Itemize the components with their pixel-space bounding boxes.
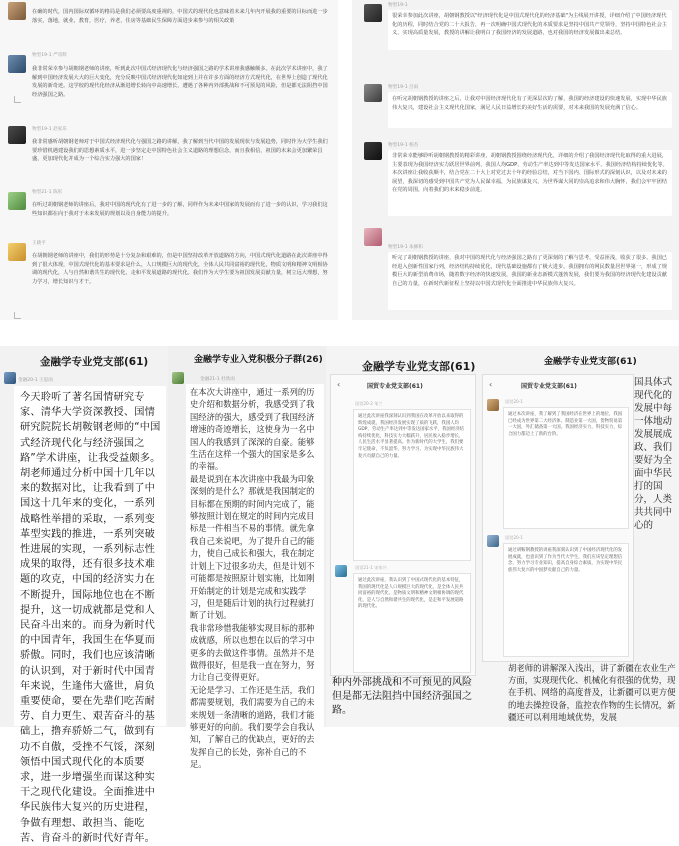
avatar[interactable] bbox=[172, 372, 184, 384]
phone-title: 国贸专业党支部(61) bbox=[521, 383, 577, 390]
avatar[interactable] bbox=[8, 126, 26, 144]
chat-message: 非常荣幸能够聆听胡朝钢教授的精彩讲座，胡朝钢教授围绕经济现代化，详细的介绍了我国经济现代化取得的重大进展，主要表现为我国经济实力跃居世界前列，我国人均GDP，劳动生产率达到中等发达国家水平，我国经济结构持续优化等。本次讲座让我收获颇丰，结合党在二十大上对党过去十年的经验总结，对当下国内、国际形式的深刻认识，以及对未来的展望，我深切的感受到中国共产党为人民谋幸福，为民族谋复兴，为世界谋大同的崇高追求和伟大胸怀，我们会牢牢团结在党的周围，向着我们的未来稳步前进。 bbox=[392, 153, 668, 194]
group-title: 金融学专业党支部(61) bbox=[40, 356, 149, 368]
avatar[interactable] bbox=[8, 192, 26, 210]
top-right-chat-panel bbox=[352, 0, 679, 320]
background-chat-text: 国具体式现代化的发展中每一体地动发展展成政、我们要好为全面中华民打的国分，人类共共同中心的 bbox=[634, 377, 673, 531]
bottom-right-collage bbox=[326, 346, 679, 727]
chat-message: 听完了胡朝钢教授的讲座，我对中国的现代化与经济强国之路有了更深刻的了解与思考，受益匪浅，收获了很多。我国已经进入创新性国家行列，经济结构持续优化，现代基础设施都有了极大进步。我国拥有的网民数量居世界第一，形成了规模巨大的新型消费市场，随着数字经济的快速发展，我国的新业态新模式蓬勃发展，我们要为我国的经济现代化建设贡献自己的力量，在新时代新征程上坚持以中国式现代化全面推进中华民族伟大复兴。 bbox=[392, 255, 667, 287]
chat-author: 国贸20-1 bbox=[505, 535, 523, 540]
chat-message: 在确的时代，国内国际双循环的格局是我们必须要高度重视的，中国式的现代化也意味着未来几年内开展我的重要的目标而进一步落实，落地，就业，教育，医疗，养老，住房等基础民生保障方面进步来参与的相关政策 bbox=[32, 9, 328, 24]
bottom-middle-chat-screenshot bbox=[168, 346, 326, 770]
chat-author: 国贸20-1 bbox=[505, 399, 523, 404]
chat-author: 金融21-1 杜欣雨 bbox=[200, 377, 235, 382]
avatar[interactable] bbox=[8, 2, 26, 20]
back-chevron-icon[interactable]: ‹ bbox=[489, 380, 493, 389]
reply-marker-icon bbox=[14, 96, 21, 103]
message-card bbox=[503, 543, 629, 657]
chat-message: 通过本次讲座，我了解到了我国经济在世界上的地位，我国已经成为世界第二大经济体，制造业第一大国，货物贸易第一大国，外汇储备第一大国。我国经济实力，科技实力，综合国力都迈上了新的台阶。 bbox=[508, 412, 623, 437]
chat-author: 国贸20-2 邹兰 bbox=[355, 401, 383, 406]
avatar[interactable] bbox=[8, 55, 26, 73]
top-left-chat-panel bbox=[0, 0, 338, 320]
avatar[interactable] bbox=[364, 4, 382, 22]
chat-author: 物型21-1 陈彤 bbox=[32, 190, 63, 195]
message-card bbox=[353, 409, 471, 561]
avatar[interactable] bbox=[487, 535, 499, 547]
chat-author: 物型19-1 朱修和 bbox=[388, 245, 423, 250]
chat-author: 物型19-1 赵家乐 bbox=[32, 127, 67, 132]
avatar[interactable] bbox=[364, 84, 382, 102]
chat-message: 在本次大讲座中，通过一系列的历史介绍和数据分析，我感受到了我国经济的强大，感受到了我国经济增速的奇迹增长，这使身为一名中国人的我感到了深深的自豪。能够生活在这样一个强大的国家是多么的幸福。 最是说到在本次讲座中我最为印象深刻的是什么？那就是我国制定的目标都在预期的时间内完成了，能够按照计划在规定的时间内完成目标是一件相当不易的事情。就先拿我自己来说吧，为了提升自己的能力，使自己成长和强大，我在制定计划上下过很多功夫，但是计划不可能都是按照原计划实施，比如刚开始制定的计划是完成和实践学习，但是随后计划的执行过程就打断了计划。 我非常珍惜我能够实现目标的那种成就感，所以也想在以后的学习中更多的去做这件事情。虽然并不是做得很好，但是我一直在努力，努力让自己变得更好。 无论是学习、工作还是生活，我们都需要规划，我们需要为自己的未来规划一条清晰的道路，我们才能够更好的向前。我们要学会自我认知，了解自己的优缺点，更好的去发挥自己的长处，弥补自己的不足。 bbox=[190, 387, 315, 770]
chat-author: 物型19-1 吕雨 bbox=[388, 85, 419, 90]
chat-author: 物型19-1 bbox=[388, 3, 408, 8]
message-card bbox=[503, 407, 629, 529]
avatar[interactable] bbox=[4, 372, 16, 384]
chat-message: 今天聆听了著名国情研究专家、清华大学资深教授、国情研究院院长胡鞍钢老师的“中国式经济现代化与经济强国之路”学术讲座，让我受益颇多。胡老师通过分析中国十几年以来的数据对比，让我看到了中国这十几年来的变化，一系列战略性举措的采取，一系列变革型实践的推进，一系列突破性进展的实现，一系列标志性成果的取得，还有很多技术难题的攻克，中国的经济实力在不断提升，国际地位也在不断提升，这一切成就都是党和人民奋斗出来的。而身为新时代的中国青年，我国生在华夏而骄傲。同时，我们也应该清晰的认识到，对于新时代中国青年来说，生逢伟大盛世，肩负重要使命，要在先辈们吃苦耐劳、自力更生、艰苦奋斗的基础上，撸弃骄娇二气，做到有功不自傲，受挫不气馁，深刻领悟中国式现代化的本质要求，进一步增强坐而谋这种实干之现代化建设。全面推进中华民族伟大复兴的历史进程，争做有理想、敢担当、能吃苦、肯奋斗的新时代好青年。 bbox=[20, 392, 161, 844]
caption-text: 种内外部挑战和不可预见的风险但是都无法阻挡中国经济强国之路。 bbox=[332, 677, 472, 716]
group-title: 金融学专业党支部(61) bbox=[362, 360, 476, 373]
message-card bbox=[353, 573, 471, 673]
chat-message: 我非常感听胡朝钢老师对于中国式经济现代化与强国之路的讲解，我了解到当代中国的发展现状与发展趋势，同时作为大学生我们要珍惜机遇建设我们的思想素质水平，进一步坚定走中国特色社会主义道路的理想信念，而且我相信，祖国的未来会更加繁荣昌盛，更加现代化并成为一个综合实力强大的国家！ bbox=[32, 139, 328, 163]
chat-author: 物型19-1 严哥辉 bbox=[32, 53, 67, 58]
avatar[interactable] bbox=[364, 142, 382, 160]
chat-author: 国贸21-1 宋家兴 bbox=[355, 565, 387, 570]
chat-message: 在听完胡朝钢教授的讲座之后，让我对中国经济现代化有了更深层次的了解，我国的经济建设的快速发展，实现中华民族伟大复兴，建设社会主义现代化国家，满足人民日益增长的美好生活的需要，对未来我国的发展充满了信心。 bbox=[392, 96, 667, 111]
chat-author: 物型19-1 杨杰 bbox=[388, 143, 419, 148]
chat-message: 通过胡鞍钢教授的讲座我深刻认识到了中国经济现代化的发展成就，也意识到了作为当代大学生，我们应该坚定理想信念，努力学习专业知识，提高自身综合素质，为实现中华民族伟大复兴的中国梦贡献自己的力量。 bbox=[508, 548, 623, 573]
chat-message: 很荣幸参加此次讲座，胡朝钢教授以"经济现代化是中国式现代化的经济基础"为主线展开讲授，详细介绍了中国经济现代化的历程，同时结合党的二十大报告，再一次明确中国式现代化的本质要求是坚持中国共产党领导，坚持中国特色社会主义，实现高质量发展，教授的讲解让我明白了我国经济的发展道路，也对我国的经济发展做出来总结。 bbox=[392, 13, 667, 37]
chat-message: 在听过胡朝钢老师的讲座后，我对中国的现代化有了进一步的了解，同样作为未来中国家的发展而有了进一步的认识，学习我们这些知识都在向于我对于未来发展的规划以及自身能力的提升。 bbox=[32, 202, 328, 217]
avatar[interactable] bbox=[487, 399, 499, 411]
group-title-background: 金融学专业党支部(61) bbox=[544, 357, 637, 367]
avatar[interactable] bbox=[364, 228, 382, 246]
chat-author: 王晓平 bbox=[32, 241, 46, 246]
chat-message: 通过此次讲座，我认识到了中国式现代化的基本特征，我国的现代化是人口规模巨大的现代化，是全体人民共同富裕的现代化，是物质文明和精神文明相协调的现代化，是人与自然和谐共生的现代化，是走和平发展道路的现代化。 bbox=[358, 578, 464, 610]
phone-screenshot-left bbox=[330, 374, 476, 676]
avatar[interactable] bbox=[335, 565, 347, 577]
avatar[interactable] bbox=[8, 243, 26, 261]
back-chevron-icon[interactable]: ‹ bbox=[337, 380, 341, 389]
chat-author: 金融20-1 王思雨 bbox=[18, 378, 53, 383]
chat-message: 在胡朝钢老师的讲座中，我们的形势是十分复杂和艰难的，但是中国坚持改革开放道路的方向，中国式现代化道路在此次讲座中得到了很大体现，中国式现代化的基本要求是什么，人口规模巨大的现代化，全体人民共同富裕的现代化，物质文明和精神文明相协调的现代化，人与自然和谐共生的现代化，走和平发展道路的现代化。我们作为大学生要为祖国发展贡献力量，树立远大理想，努力学习，增长知识与才干。 bbox=[32, 253, 328, 285]
reply-marker-icon bbox=[14, 312, 21, 319]
background-chat-text: 胡老师的讲解深入浅出，讲了新疆在农业生产方面，实现现代化、机械化有很强的优势，现在手机、网络的高度普及，让新疆可以更方便的地去操控设备，监控农作物的生长情况，新疆还可以利用地域优势，发展 bbox=[508, 663, 676, 722]
phone-screenshot-right bbox=[482, 374, 634, 662]
group-title: 金融学专业入党积极分子群(26) bbox=[194, 355, 323, 365]
phone-title: 国贸专业党支部(61) bbox=[367, 383, 423, 390]
chat-message: 通过此次讲座我深刻认识到我国在改革开放以来取得的辉煌成就，我国经济发展实现了质的飞跃，我国人均GDP，劳动生产率达到中等发达国家水平，我国经济结构持续优化，科技实力大幅跃升，居民收入稳步增长，人民生活水平显著提高。作为新时代的大学生，我们要牢记使命，不负韶华，努力学习，为实现中华民族伟大复兴贡献自己的力量。 bbox=[358, 414, 465, 459]
chat-message: 我非常荣幸参与胡朝钢老师的讲座，听到此次中国式经济现代化与经济强国之路的学术讲座我感触颇多。在此次学术讲座中，我了解到中国经济发展大大的巨大变化，充分反映中国式经济现代化如途到上并在许多方面的经济方式现代化，在世界上创造了现代化发展的新奇迹。这学校的现代化经济从渐进增长转向中高速增长，遭遇了各种内外部挑战和不可预见的风险，但是都无法阻挡中国经济强国之路。 bbox=[32, 66, 328, 98]
bottom-left-chat-screenshot bbox=[0, 346, 168, 844]
